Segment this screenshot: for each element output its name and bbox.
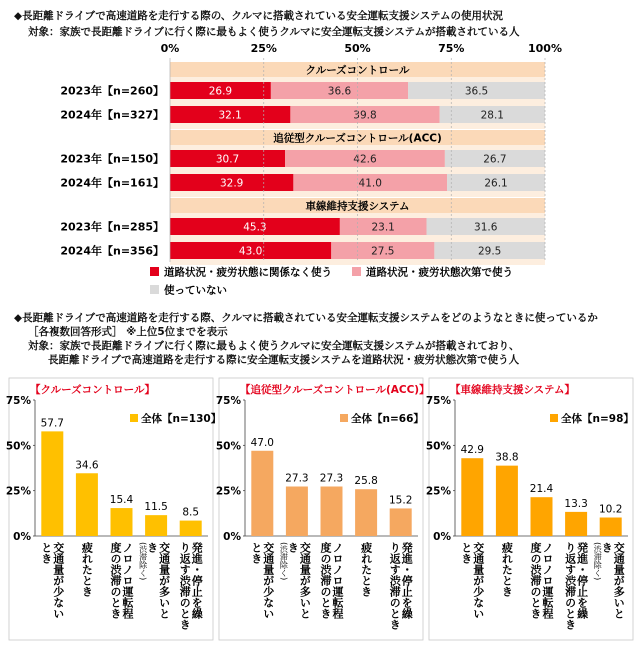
category-label-note: (渋滞除く) <box>593 542 603 581</box>
legend-swatch <box>550 414 558 422</box>
category-label-line: 交通量が多いと <box>298 542 312 619</box>
legend-label: 全体【n=66】 <box>351 413 424 425</box>
y-tick-label: 0% <box>223 531 241 543</box>
bottom-chart-title: ◆長距離ドライブで高速道路を走行する際、クルマに搭載されている安全運転支援システムをどのようなときに使っているか <box>14 312 598 324</box>
column-bar <box>321 486 343 536</box>
segment-value-label: 39.8 <box>353 109 377 122</box>
column-value-label: 21.4 <box>529 483 554 496</box>
segment-value-label: 45.3 <box>243 221 267 234</box>
category-label-line: 交通量が少ない <box>261 542 275 619</box>
segment-value-label: 23.1 <box>371 221 395 234</box>
category-label <box>109 541 135 620</box>
column-bar <box>111 508 133 536</box>
panel-heading: 【追従型クルーズコントロール(ACC)】 <box>240 384 430 396</box>
column-bar <box>286 486 308 536</box>
category-label <box>529 541 555 620</box>
column-value-label: 34.6 <box>75 459 99 472</box>
category-label-line: 交通量が少ない <box>471 542 485 619</box>
y-tick-label: 75% <box>215 395 241 407</box>
group-label: クルーズコントロール <box>305 64 410 77</box>
category-label-line: 発進・停止を繰 <box>190 542 204 619</box>
legend-label: 全体【n=130】 <box>141 413 222 425</box>
legend-label: 道路状況・疲労状態に関係なく使う <box>164 266 332 279</box>
bottom-chart-target-2: 長距離ドライブで高速道路を走行する際に安全運転支援システムを道路状況・疲労状態次第で使う人 <box>48 354 520 366</box>
y-tick-label: 50% <box>5 440 31 453</box>
top-chart-subtitle: 対象：家族で長距離ドライブに行く際に最もよく使うクルマに安全運転支援システムが搭載されている人 <box>28 26 520 38</box>
y-tick-label: 50% <box>425 440 451 453</box>
row-label: 2023年【n=285】 <box>60 220 164 234</box>
category-label-line: とき <box>39 542 53 564</box>
column-bar <box>496 466 518 536</box>
category-label <box>250 541 275 619</box>
y-tick-label: 0% <box>433 531 451 543</box>
y-tick-label: 75% <box>5 395 31 407</box>
column-bar <box>251 451 273 536</box>
legend-swatch <box>340 414 348 422</box>
column-bar <box>461 458 483 536</box>
row-label: 2023年【n=150】 <box>60 152 164 166</box>
legend-label: 全体【n=98】 <box>561 413 634 425</box>
column-value-label: 42.9 <box>460 444 484 457</box>
category-label-line: き <box>600 542 614 553</box>
x-tick-label: 0% <box>160 42 180 55</box>
category-label <box>460 541 485 619</box>
category-label-line: 交通量が多いと <box>157 542 171 619</box>
panel-heading: 【クルーズコントロール】 <box>30 384 155 396</box>
group-label: 追従型クルーズコントロール(ACC) <box>273 132 442 145</box>
column-value-label: 27.3 <box>285 472 309 485</box>
column-value-label: 57.7 <box>40 417 64 430</box>
row-label: 2024年【n=327】 <box>60 108 164 122</box>
y-tick-label: 25% <box>5 485 31 498</box>
segment-value-label: 32.9 <box>219 177 244 190</box>
category-label <box>278 541 311 619</box>
column-bar <box>390 508 412 536</box>
segment-value-label: 29.5 <box>477 245 502 258</box>
bottom-chart-target-1: 対象：家族で長距離ドライブに行く際に最もよく使うクルマに安全運転支援システムが搭載されており、 <box>28 340 520 352</box>
category-label-line: り返す渋滞のとき <box>178 542 192 630</box>
segment-value-label: 42.6 <box>353 153 377 166</box>
y-tick-label: 50% <box>215 440 241 453</box>
legend-label: 使っていない <box>164 284 227 297</box>
category-label-note: (渋滞除く) <box>138 542 148 581</box>
column-bar <box>600 518 622 536</box>
category-label <box>500 541 514 597</box>
category-label-line: き <box>286 542 300 553</box>
category-label <box>319 541 345 620</box>
segment-value-label: 41.0 <box>358 177 382 190</box>
category-label <box>178 541 204 630</box>
category-label-line: 度の渋滞のとき <box>529 542 542 619</box>
category-label <box>80 541 94 597</box>
column-value-label: 38.8 <box>495 451 519 464</box>
column-bar <box>41 431 63 536</box>
category-label <box>592 541 625 619</box>
category-label-line: ノロノロ運転程 <box>121 542 134 619</box>
group-label: 車線維持支援システム <box>305 200 410 213</box>
column-value-label: 11.5 <box>144 501 168 514</box>
column-bar <box>180 521 202 536</box>
column-bar <box>531 497 553 536</box>
column-value-label: 13.3 <box>564 497 588 510</box>
column-value-label: 27.3 <box>319 472 344 485</box>
segment-value-label: 30.7 <box>215 153 240 166</box>
segment-value-label: 32.1 <box>218 109 242 122</box>
bottom-chart-note: ［各複数回答形式］ ※上位5位までを表示 <box>28 326 228 338</box>
column-value-label: 47.0 <box>250 436 274 449</box>
category-label-line: 度の渋滞のとき <box>319 542 332 619</box>
category-label <box>40 541 65 619</box>
x-tick-label: 75% <box>438 42 465 55</box>
segment-value-label: 36.6 <box>327 85 352 98</box>
category-label-line: り返す渋滞のとき <box>563 542 577 630</box>
y-tick-label: 75% <box>425 395 451 407</box>
row-label: 2023年【n=260】 <box>60 84 164 98</box>
category-label-line: り返す渋滞のとき <box>388 542 402 630</box>
segment-value-label: 36.5 <box>464 85 489 98</box>
y-tick-label: 0% <box>13 531 31 543</box>
category-label-line: 度の渋滞のとき <box>109 542 122 619</box>
column-value-label: 8.5 <box>182 506 200 519</box>
column-bar <box>76 473 98 536</box>
x-tick-label: 100% <box>528 42 562 55</box>
panel-heading: 【車線維持支援システム】 <box>450 384 575 396</box>
category-label-line: とき <box>249 542 263 564</box>
segment-value-label: 27.5 <box>371 245 395 258</box>
column-bar <box>565 512 587 536</box>
y-tick-label: 25% <box>215 485 241 498</box>
segment-value-label: 28.1 <box>480 109 505 122</box>
segment-value-label: 26.1 <box>484 177 508 190</box>
category-label-line: とき <box>459 542 473 564</box>
category-label-line: 交通量が少ない <box>51 542 65 619</box>
legend-label: 道路状況・疲労状態次第で使う <box>366 266 513 279</box>
category-label <box>388 541 414 630</box>
category-label-line: 疲れたとき <box>359 542 373 597</box>
column-value-label: 10.2 <box>599 503 623 516</box>
x-tick-label: 25% <box>250 42 277 55</box>
category-label-line: 発進・停止を繰 <box>575 542 589 619</box>
column-bar <box>145 515 167 536</box>
category-label-line: き <box>145 542 159 553</box>
segment-value-label: 31.6 <box>474 221 498 234</box>
column-value-label: 25.8 <box>354 475 378 488</box>
category-label-note: (渋滞除く) <box>279 542 289 581</box>
segment-value-label: 26.9 <box>208 85 233 98</box>
category-label-line: 発進・停止を繰 <box>400 542 414 619</box>
top-chart-title: ◆長距離ドライブで高速道路を走行する際の、クルマに搭載されている安全運転支援システムの使用状況 <box>14 10 503 22</box>
category-label-line: 疲れたとき <box>80 542 94 597</box>
row-label: 2024年【n=356】 <box>60 244 164 258</box>
column-value-label: 15.2 <box>389 494 413 507</box>
segment-value-label: 26.7 <box>483 153 507 166</box>
category-label-line: 交通量が多いと <box>612 542 626 619</box>
legend-swatch <box>130 414 138 422</box>
category-label <box>360 541 374 597</box>
category-label <box>138 541 171 619</box>
column-bar <box>355 489 377 536</box>
category-label-line: ノロノロ運転程 <box>541 542 554 619</box>
row-label: 2024年【n=161】 <box>60 176 164 190</box>
category-label <box>564 541 590 630</box>
y-tick-label: 25% <box>425 485 451 498</box>
category-label-line: 疲れたとき <box>500 542 514 597</box>
segment-value-label: 43.0 <box>238 245 263 258</box>
category-label-line: ノロノロ運転程 <box>331 542 344 619</box>
x-tick-label: 50% <box>344 42 371 55</box>
column-value-label: 15.4 <box>109 494 134 507</box>
